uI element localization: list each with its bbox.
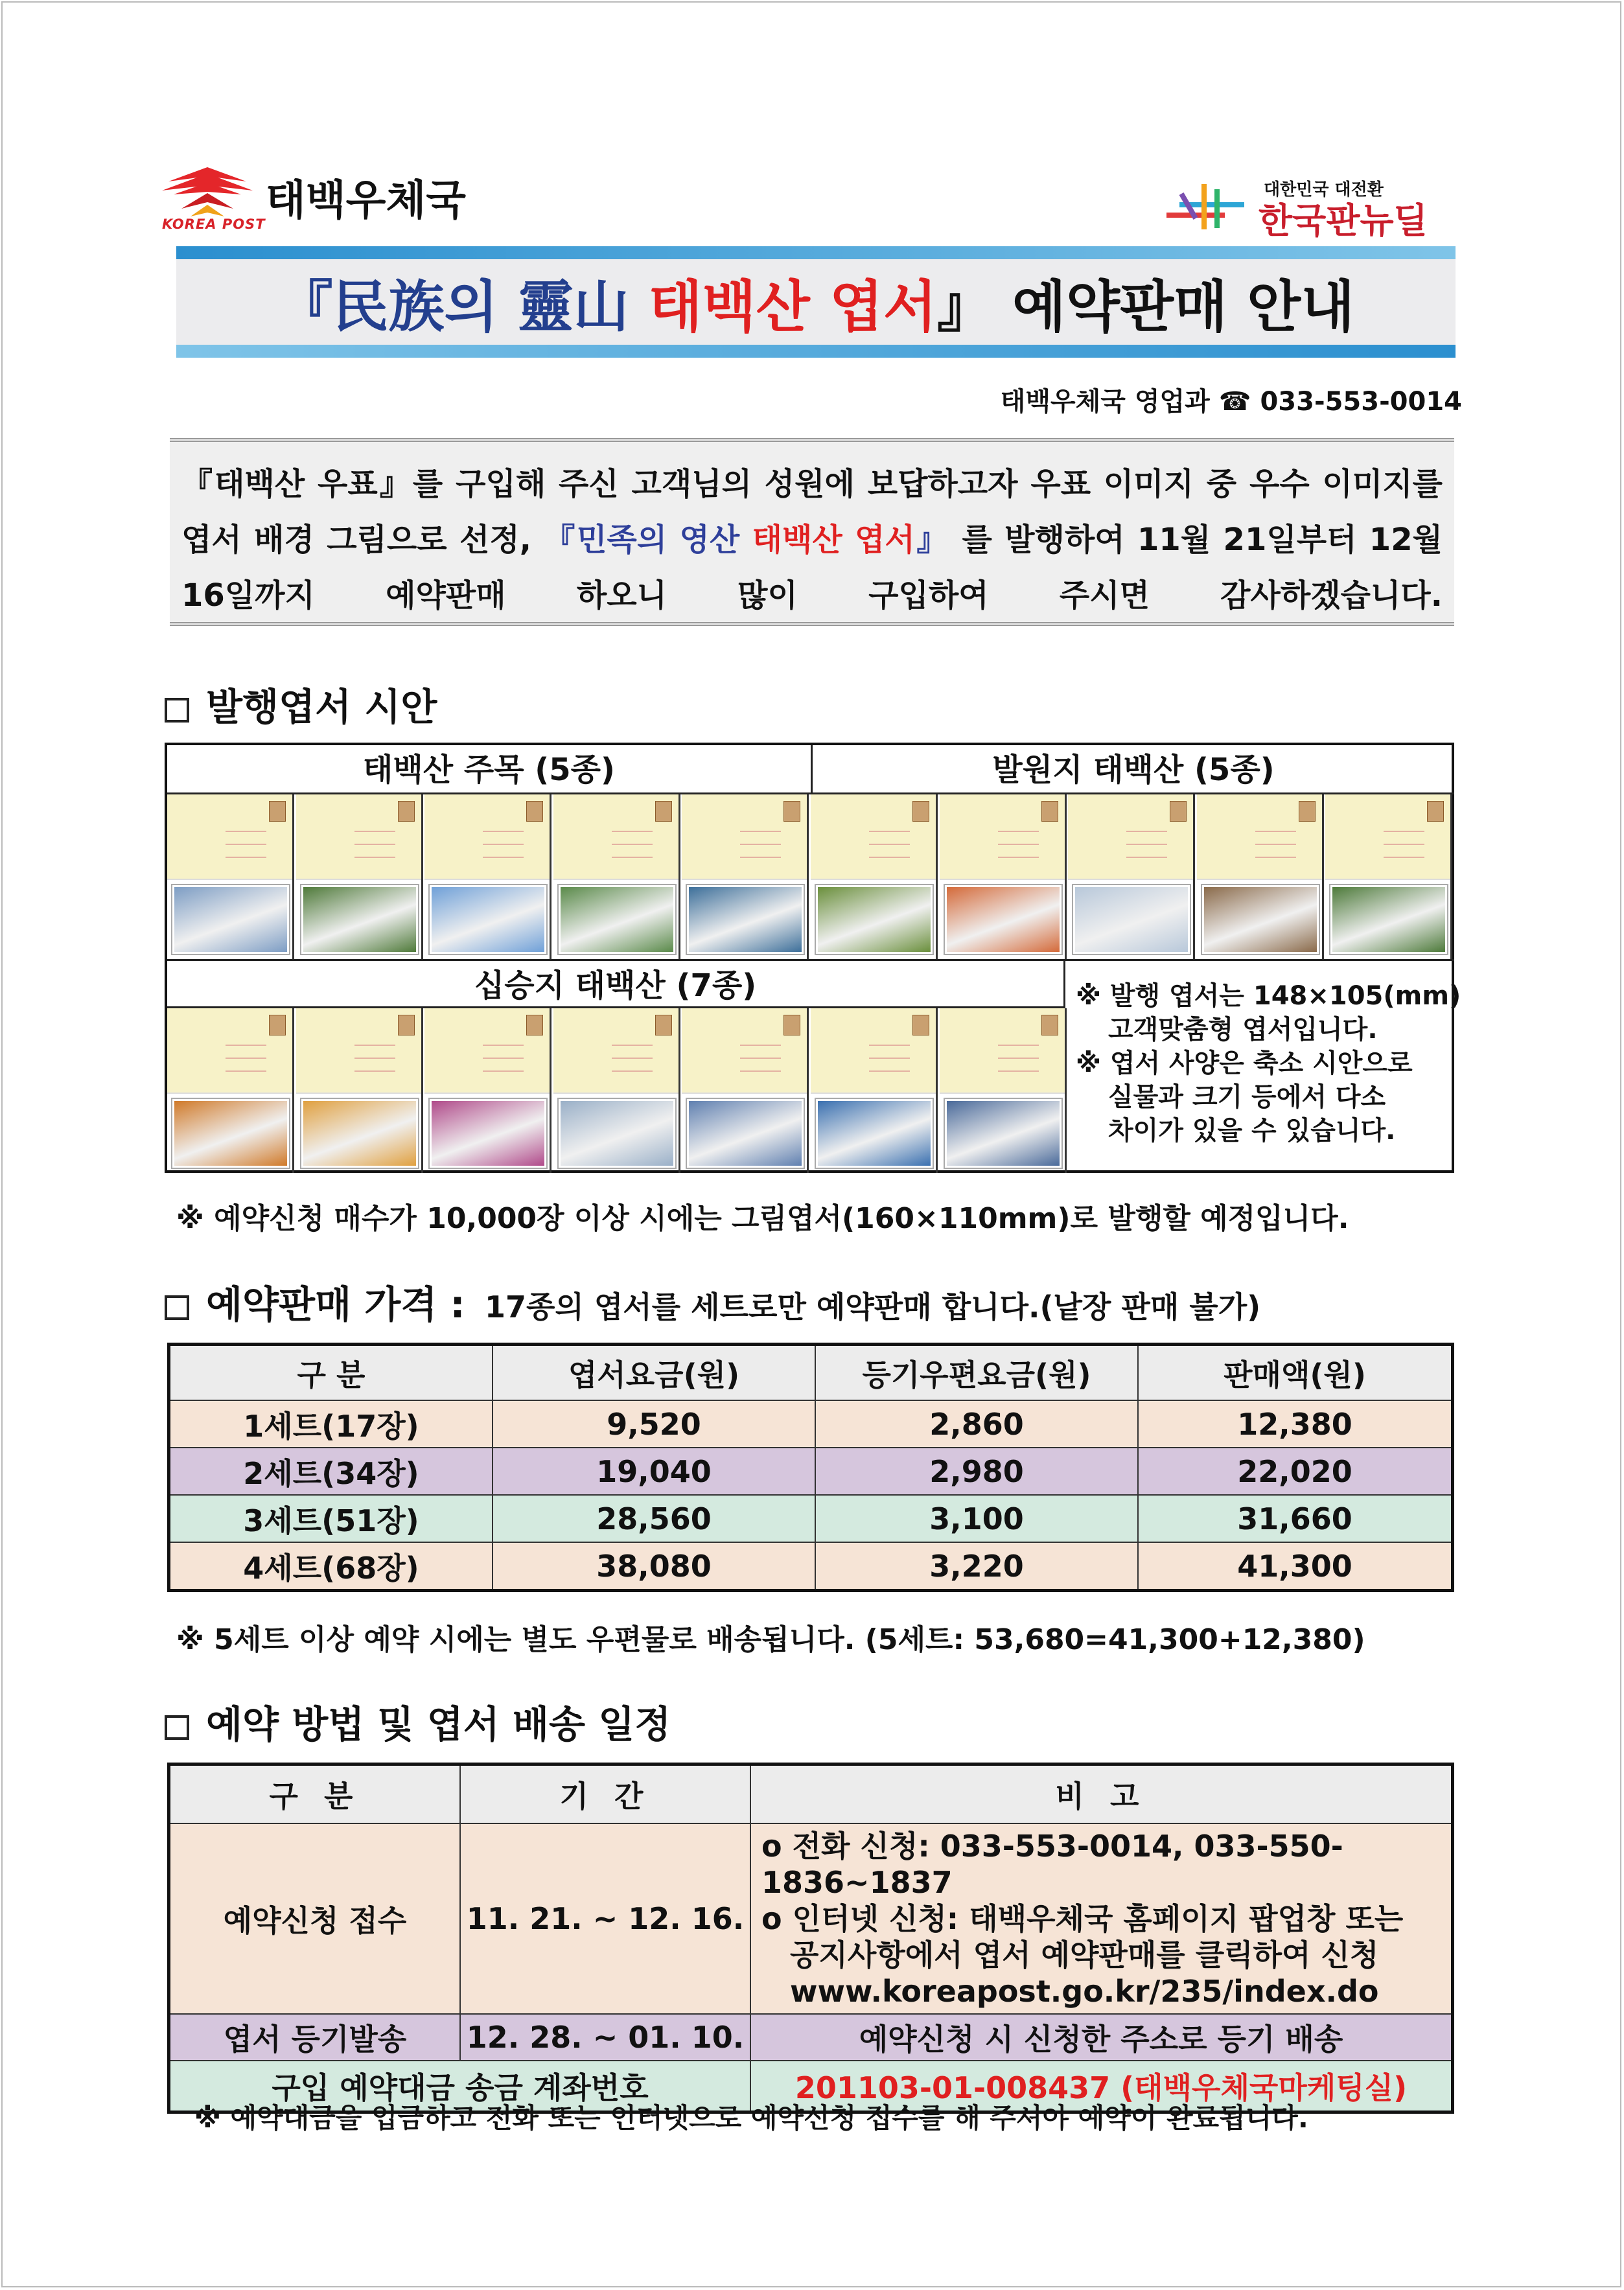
address-line <box>226 857 266 858</box>
table-row <box>169 1823 1453 2014</box>
table-cell: 예약신청 접수 <box>169 1823 461 2014</box>
title-stripe-top <box>176 246 1456 259</box>
remark-line: o 전화 신청: 033-553-0014, 033-550-1836~1837 <box>761 1829 1343 1900</box>
postcard-address-side <box>296 794 421 880</box>
korea-post-emblem-icon <box>162 162 253 219</box>
website-link[interactable]: www.koreapost.go.kr/235/index.do <box>790 1974 1379 2009</box>
stamp-icon <box>783 1015 800 1035</box>
postcard-thumbnail <box>424 1008 551 1173</box>
postcard-image <box>559 885 675 954</box>
address-line <box>1384 844 1424 845</box>
address-line <box>612 1070 653 1072</box>
table-cell <box>750 1823 1453 2014</box>
postcard-thumbnail <box>811 794 938 959</box>
postcard-thumbnail <box>167 1008 294 1173</box>
postcard-thumbnail <box>296 1008 423 1173</box>
address-line <box>740 844 781 845</box>
intro-text-1: 『태백산 우표』를 구입해 주신 고객님의 성원에 보답하고자 우표 이미지 중 우수 이미지를 엽서 배경 그림으로 선정, <box>181 466 1443 558</box>
address-line <box>869 1045 910 1046</box>
schedule-footer: ※ 예약대금을 입금하고 전화 또는 인터넷으로 예약신청 접수를 해 주셔야 예약이 완료됩니다. <box>194 2102 1308 2134</box>
table-cell: 구입 예약대금 송금 계좌번호 <box>169 2061 751 2112</box>
address-line <box>869 1058 910 1059</box>
postcard-thumbnail <box>940 794 1067 959</box>
postcard-thumbnail <box>1325 794 1452 959</box>
address-line <box>354 1045 395 1046</box>
table-cell: 예약신청 시 신청한 주소로 등기 배송 <box>750 2014 1453 2061</box>
table-cell: 41,300 <box>1138 1542 1453 1591</box>
schedule-heading-text: 예약 방법 및 엽서 배송 일정 <box>206 1702 671 1746</box>
group-title-2: 발원지 태백산 (5종) <box>813 745 1454 794</box>
price-col-header: 등기우편요금(원) <box>815 1345 1138 1401</box>
postcard-image <box>430 1099 546 1168</box>
postcard-image <box>301 885 418 954</box>
schedule-table-header <box>169 1764 1453 1824</box>
postcard-address-side <box>296 1008 421 1094</box>
table-row <box>169 1448 1453 1495</box>
section-heading-schedule <box>165 1694 671 1748</box>
note-line-3: ※ 엽서 사양은 축소 시안으로 <box>1076 1048 1413 1078</box>
address-line <box>869 831 910 832</box>
postcard-image <box>1073 885 1190 954</box>
postcard-address-side <box>1325 794 1450 880</box>
korean-new-deal-logo <box>1166 176 1465 241</box>
address-line <box>612 844 653 845</box>
remark-line: 공지사항에서 엽서 예약판매를 클릭하여 신청 <box>790 1937 1379 1972</box>
postcard-address-side <box>940 1008 1065 1094</box>
address-line <box>226 1058 266 1059</box>
checkbox-icon <box>165 1295 189 1320</box>
postcard-address-side <box>1068 794 1193 880</box>
price-col-header: 판매액(원) <box>1138 1345 1453 1401</box>
address-line <box>483 1070 524 1072</box>
address-line <box>226 1070 266 1072</box>
table-cell: 12,380 <box>1138 1400 1453 1448</box>
price-remark: ※ 5세트 이상 예약 시에는 별도 우편물로 배송됩니다. (5세트: 53,680=41,300+12,380) <box>176 1623 1365 1656</box>
price-heading-text: 예약판매 가격 : <box>206 1282 465 1326</box>
address-line <box>226 1045 266 1046</box>
table-cell: 2세트(34장) <box>169 1448 493 1495</box>
postcard-address-side <box>553 1008 679 1094</box>
postcard-image <box>1330 885 1447 954</box>
stamp-icon <box>655 801 672 822</box>
section-heading-text: 발행엽서 시안 <box>206 685 437 729</box>
stamp-icon <box>526 801 543 822</box>
table-cell: 38,080 <box>493 1542 815 1591</box>
stamp-icon <box>912 801 929 822</box>
section-heading-price <box>165 1274 1260 1328</box>
address-line <box>354 857 395 858</box>
postcard-image <box>430 885 546 954</box>
postcard-address-side <box>682 794 807 880</box>
address-line <box>869 1070 910 1072</box>
postcard-thumbnail <box>553 1008 680 1173</box>
postcard-thumbnail <box>682 794 809 959</box>
title-part-3: 태백산 엽서 <box>648 274 937 340</box>
postcard-image <box>1202 885 1319 954</box>
postcard-thumbnail <box>553 794 680 959</box>
note-line-2: 고객맞춤형 엽서입니다. <box>1108 1015 1378 1045</box>
address-line <box>1126 844 1167 845</box>
title-part-2: 靈山 <box>517 274 629 340</box>
postcard-thumbnail <box>1068 794 1195 959</box>
intro-highlight-1: 『민족의 영산 <box>544 522 752 558</box>
address-line <box>1255 857 1296 858</box>
stamp-icon <box>398 1015 415 1035</box>
postcard-thumbnail <box>940 1008 1067 1173</box>
postcard-thumbnail <box>811 1008 938 1173</box>
address-line <box>226 844 266 845</box>
table-row <box>169 2014 1453 2061</box>
address-line <box>354 844 395 845</box>
table-cell: 11. 21. ~ 12. 16. <box>460 1823 750 2014</box>
address-line <box>483 1045 524 1046</box>
postcard-address-side <box>167 794 292 880</box>
postcard-address-side <box>167 1008 292 1094</box>
address-line <box>740 1058 781 1059</box>
address-line <box>483 831 524 832</box>
price-table-header <box>169 1345 1453 1401</box>
table-row <box>169 1400 1453 1448</box>
schedule-col-header: 비 고 <box>750 1764 1453 1824</box>
address-line <box>226 831 266 832</box>
address-line <box>1384 857 1424 858</box>
contact-line: 태백우체국 영업과 ☎ 033-553-0014 <box>1000 387 1462 417</box>
price-table <box>167 1343 1454 1592</box>
postcard-thumbnail <box>682 1008 809 1173</box>
postcard-address-side <box>553 794 679 880</box>
address-line <box>483 844 524 845</box>
address-line <box>612 857 653 858</box>
postcard-thumbnail <box>1197 794 1324 959</box>
new-deal-emblem-icon <box>1166 180 1251 232</box>
postcard-image <box>945 885 1061 954</box>
table-cell: 2,860 <box>815 1400 1138 1448</box>
postcard-image <box>172 885 289 954</box>
new-deal-name: 한국판뉴딜 <box>1259 200 1428 241</box>
postcard-image <box>687 885 804 954</box>
stamp-icon <box>655 1015 672 1035</box>
address-line <box>483 857 524 858</box>
table-cell: 31,660 <box>1138 1495 1453 1542</box>
table-cell: 12. 28. ~ 01. 10. <box>460 2014 750 2061</box>
title-stripe-bottom <box>176 345 1456 358</box>
table-cell: 3,100 <box>815 1495 1138 1542</box>
price-heading-sub: 17종의 엽서를 세트로만 예약판매 합니다.(낱장 판매 불가) <box>484 1290 1261 1324</box>
address-line <box>740 831 781 832</box>
address-line <box>998 1045 1039 1046</box>
schedule-table <box>167 1763 1454 2114</box>
address-line <box>998 1058 1039 1059</box>
table-cell: 3,220 <box>815 1542 1138 1591</box>
note-line-1: ※ 발행 엽서는 148×105(mm) <box>1076 981 1461 1011</box>
title-part-4: 』 예약판매 안내 <box>936 274 1355 340</box>
checkbox-icon <box>165 698 189 723</box>
price-col-header: 구 분 <box>169 1345 493 1401</box>
stamp-icon <box>1299 801 1316 822</box>
table-row <box>169 1495 1453 1542</box>
notes-box <box>1065 959 1461 1173</box>
intro-highlight-2: 태백산 엽서 <box>752 522 915 558</box>
section-heading-postcards <box>165 677 437 731</box>
stamp-icon <box>398 801 415 822</box>
postcard-image <box>816 885 933 954</box>
stamp-icon <box>1170 801 1187 822</box>
checkbox-icon <box>165 1715 189 1740</box>
stamp-icon <box>1041 1015 1058 1035</box>
stamp-icon <box>1041 801 1058 822</box>
stamp-icon <box>1427 801 1444 822</box>
postcard-thumbnail <box>167 794 294 959</box>
intro-highlight-3: 』 <box>914 522 950 558</box>
address-line <box>612 1045 653 1046</box>
address-line <box>483 1058 524 1059</box>
postcard-image <box>559 1099 675 1168</box>
postcard-image <box>172 1099 289 1168</box>
postcard-address-side <box>1197 794 1322 880</box>
address-line <box>1384 831 1424 832</box>
address-line <box>998 831 1039 832</box>
address-line <box>998 857 1039 858</box>
table-cell: 28,560 <box>493 1495 815 1542</box>
address-line <box>869 857 910 858</box>
stamp-icon <box>526 1015 543 1035</box>
address-line <box>354 831 395 832</box>
postcard-address-side <box>811 1008 936 1094</box>
postcard-image <box>687 1099 804 1168</box>
postcard-address-side <box>811 794 936 880</box>
address-line <box>998 844 1039 845</box>
postcard-image <box>301 1099 418 1168</box>
intro-paragraph <box>170 438 1454 626</box>
remark-line: o 인터넷 신청: 태백우체국 홈페이지 팝업창 또는 <box>761 1901 1404 1936</box>
address-line <box>354 1058 395 1059</box>
stamp-icon <box>269 1015 286 1035</box>
note-line-4: 실물과 크기 등에서 다소 <box>1108 1082 1386 1112</box>
stamp-icon <box>269 801 286 822</box>
postcard-thumbnail <box>296 794 423 959</box>
address-line <box>869 844 910 845</box>
schedule-col-header: 구 분 <box>169 1764 461 1824</box>
price-col-header: 엽서요금(원) <box>493 1345 815 1401</box>
table-cell: 19,040 <box>493 1448 815 1495</box>
account-number: 201103-01-008437 (태백우체국마케팅실) <box>750 2061 1453 2112</box>
table-cell: 엽서 등기발송 <box>169 2014 461 2061</box>
logo-name: 태백우체국 <box>266 177 467 225</box>
address-line <box>740 1045 781 1046</box>
address-line <box>612 1058 653 1059</box>
group-title-1: 태백산 주목 (5종) <box>167 745 813 794</box>
postcard-address-side <box>940 794 1065 880</box>
page-title <box>176 259 1456 345</box>
postcard-grid <box>165 743 1461 1173</box>
postcard-remark: ※ 예약신청 매수가 10,000장 이상 시에는 그림엽서(160×110mm)로 발행할 예정입니다. <box>176 1202 1349 1235</box>
table-cell: 4세트(68장) <box>169 1542 493 1591</box>
table-cell: 1세트(17장) <box>169 1400 493 1448</box>
logo-subtitle: KOREA POST <box>162 216 266 232</box>
group-title-3: 십승지 태백산 (7종) <box>167 959 1065 1008</box>
note-line-5: 차이가 있을 수 있습니다. <box>1108 1116 1396 1146</box>
new-deal-subtitle: 대한민국 대전환 <box>1264 180 1384 200</box>
postcard-address-side <box>424 794 550 880</box>
table-cell: 9,520 <box>493 1400 815 1448</box>
schedule-col-header: 기 간 <box>460 1764 750 1824</box>
address-line <box>998 1070 1039 1072</box>
postcard-image <box>945 1099 1061 1168</box>
address-line <box>1255 831 1296 832</box>
table-cell: 2,980 <box>815 1448 1138 1495</box>
postcard-address-side <box>682 1008 807 1094</box>
address-line <box>1255 844 1296 845</box>
stamp-icon <box>912 1015 929 1035</box>
address-line <box>354 1070 395 1072</box>
postcard-address-side <box>424 1008 550 1094</box>
postcard-thumbnail <box>424 794 551 959</box>
table-cell: 3세트(51장) <box>169 1495 493 1542</box>
title-part-1: 『民族의 <box>277 274 498 340</box>
postcard-image <box>816 1099 933 1168</box>
table-row <box>169 1542 1453 1591</box>
intro-text-2: 를 발행하여 11월 21일부터 12월16일까지 예약판매 하오니 많이 구입하여 주시면 감사하겠습니다. <box>181 522 1443 614</box>
table-cell: 22,020 <box>1138 1448 1453 1495</box>
address-line <box>612 831 653 832</box>
address-line <box>740 1070 781 1072</box>
stamp-icon <box>783 801 800 822</box>
address-line <box>740 857 781 858</box>
korea-post-logo <box>162 162 467 233</box>
address-line <box>1126 857 1167 858</box>
address-line <box>1126 831 1167 832</box>
